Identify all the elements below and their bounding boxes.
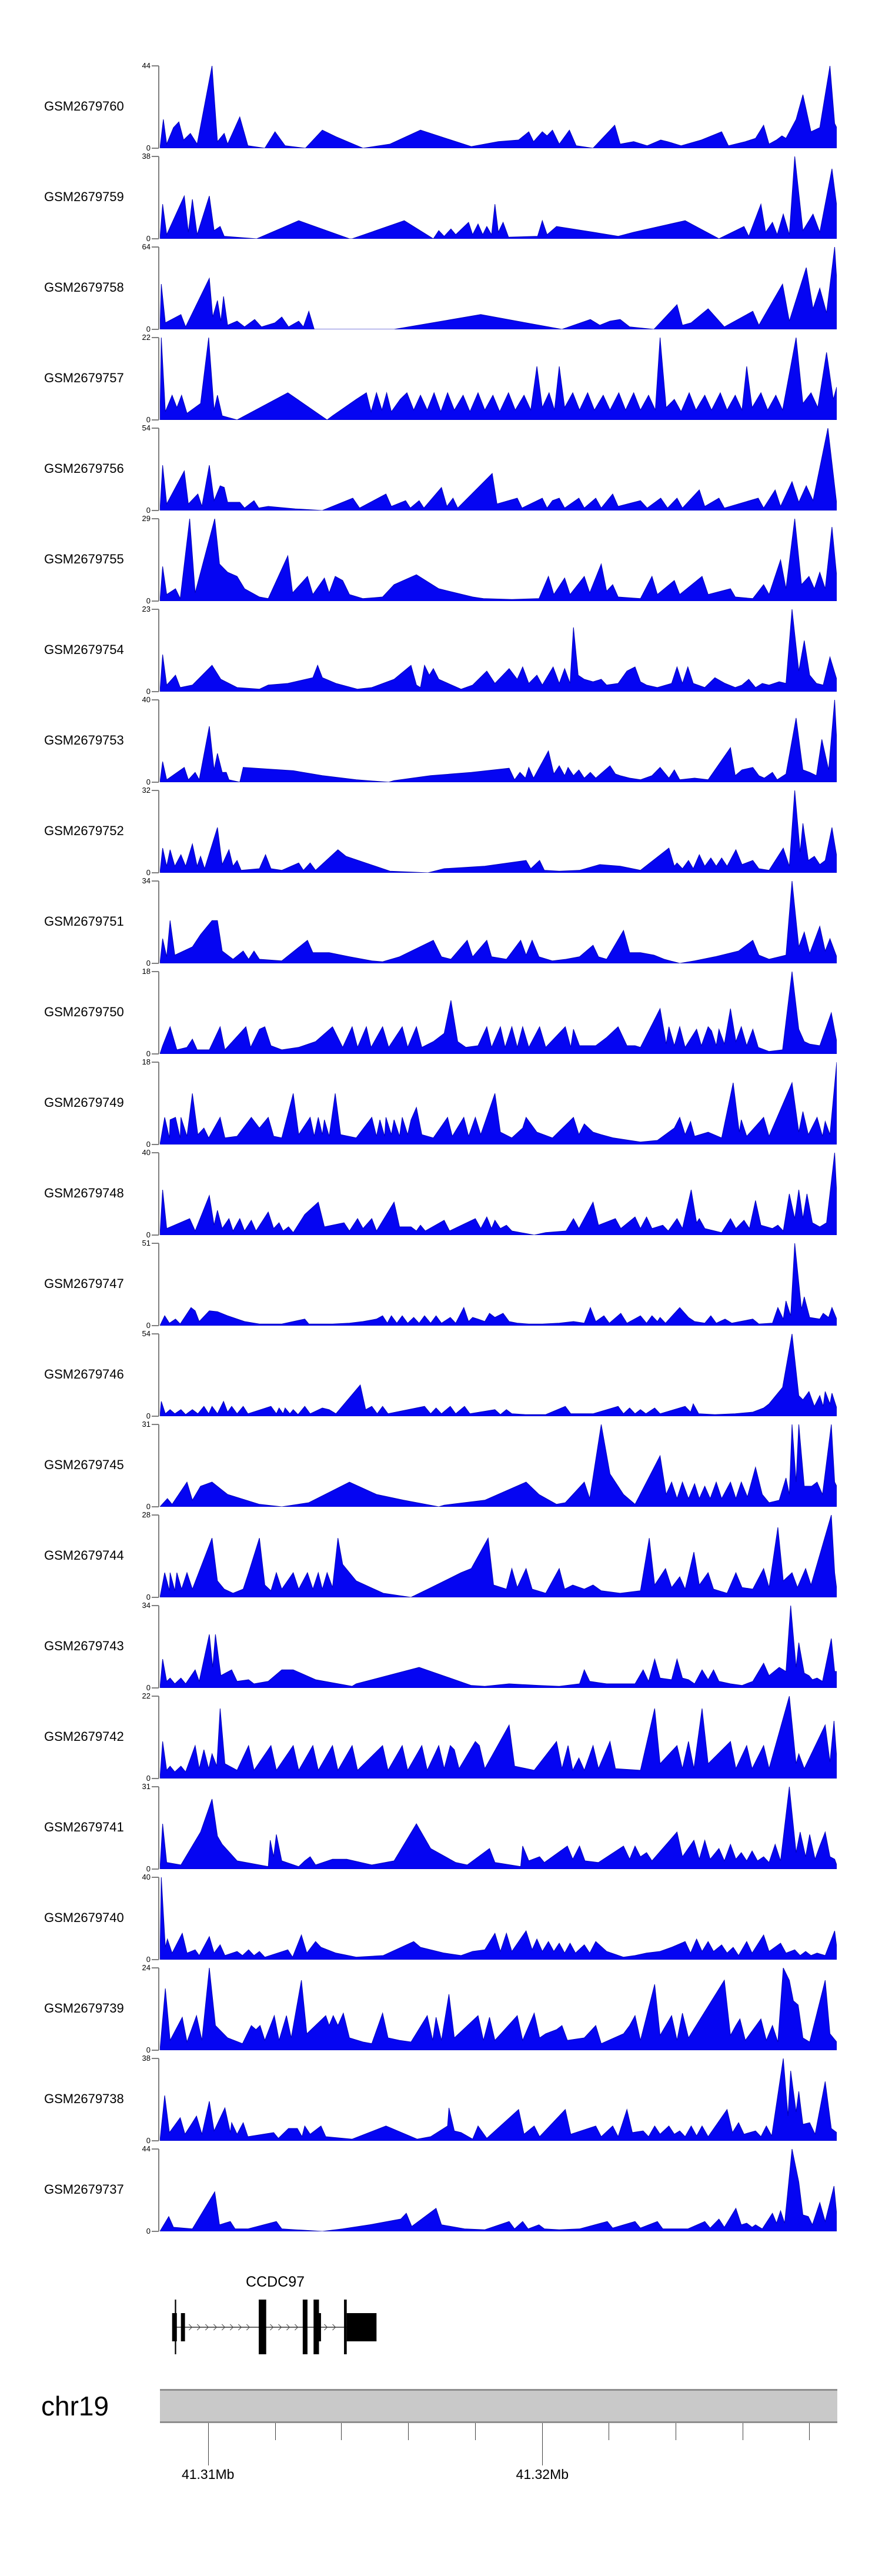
ruler-minor-tick bbox=[341, 2423, 342, 2440]
track-y-axis-line bbox=[158, 156, 159, 239]
coverage-polygon bbox=[160, 1606, 837, 1688]
coverage-area-plot bbox=[160, 338, 837, 420]
track-ymin-tick-label: 0 bbox=[146, 1140, 151, 1149]
coverage-polygon bbox=[160, 1787, 837, 1869]
track-ymax-tick-label: 18 bbox=[142, 967, 151, 976]
track-y-axis-top-tick bbox=[152, 1696, 159, 1697]
coverage-area-plot bbox=[160, 1243, 837, 1326]
ruler-minor-tick bbox=[275, 2423, 276, 2440]
track-ymin-tick-label: 0 bbox=[146, 778, 151, 786]
track-sample-label: GSM2679740 bbox=[44, 1910, 124, 1925]
track-y-axis-top-tick bbox=[152, 1605, 159, 1606]
track-y-axis-line bbox=[158, 2058, 159, 2141]
coverage-area-plot bbox=[160, 1334, 837, 1416]
coverage-area-plot bbox=[160, 700, 837, 782]
track-y-axis-line bbox=[158, 1243, 159, 1326]
track-y-axis-bottom-tick bbox=[152, 872, 159, 873]
track-y-axis-top-tick bbox=[152, 790, 159, 791]
track-ymax-tick-label: 29 bbox=[142, 514, 151, 523]
track-y-axis-bottom-tick bbox=[152, 2140, 159, 2141]
track-sample-label: GSM2679746 bbox=[44, 1367, 124, 1382]
cds-exon-box bbox=[175, 2300, 176, 2354]
track-y-axis-line bbox=[158, 338, 159, 420]
track-sample-label: GSM2679739 bbox=[44, 2001, 124, 2016]
track-y-axis-top-tick bbox=[152, 1243, 159, 1244]
track-y-axis-bottom-tick bbox=[152, 1506, 159, 1507]
coverage-area-plot bbox=[160, 790, 837, 873]
track-sample-label: GSM2679737 bbox=[44, 2182, 124, 2197]
coverage-polygon bbox=[160, 1968, 837, 2050]
track-ymin-tick-label: 0 bbox=[146, 596, 151, 605]
track-y-axis-line bbox=[158, 66, 159, 148]
track-sample-label: GSM2679744 bbox=[44, 1548, 124, 1563]
track-ymax-tick-label: 24 bbox=[142, 1963, 151, 1972]
track-ymin-tick-label: 0 bbox=[146, 1955, 151, 1964]
track-sample-label: GSM2679750 bbox=[44, 1005, 124, 1019]
track-ymin-tick-label: 0 bbox=[146, 325, 151, 333]
track-ymin-tick-label: 0 bbox=[146, 506, 151, 515]
track-y-axis-line bbox=[158, 1787, 159, 1869]
track-y-axis-bottom-tick bbox=[152, 1778, 159, 1779]
track-y-axis-line bbox=[158, 1877, 159, 1960]
cds-exon-box bbox=[303, 2300, 308, 2354]
coverage-polygon bbox=[160, 790, 837, 873]
coverage-polygon bbox=[160, 1515, 837, 1597]
track-ymax-tick-label: 38 bbox=[142, 2054, 151, 2063]
track-sample-label: GSM2679741 bbox=[44, 1820, 124, 1834]
coverage-polygon bbox=[160, 1153, 837, 1235]
track-y-axis-line bbox=[158, 519, 159, 601]
ruler-coordinate-label: 41.32Mb bbox=[516, 2467, 569, 2482]
coverage-area-plot bbox=[160, 66, 837, 148]
track-y-axis-line bbox=[158, 790, 159, 873]
coverage-polygon bbox=[160, 156, 837, 239]
coverage-area-plot bbox=[160, 609, 837, 692]
track-y-axis-top-tick bbox=[152, 246, 159, 248]
gene-name-label: CCDC97 bbox=[245, 2274, 305, 2290]
track-sample-label: GSM2679755 bbox=[44, 552, 124, 566]
track-ymax-tick-label: 51 bbox=[142, 1239, 151, 1247]
track-y-axis-bottom-tick bbox=[152, 1325, 159, 1326]
track-sample-label: GSM2679745 bbox=[44, 1457, 124, 1472]
track-y-axis-top-tick bbox=[152, 1152, 159, 1153]
track-y-axis-line bbox=[158, 2149, 159, 2231]
track-ymin-tick-label: 0 bbox=[146, 2046, 151, 2054]
chromosome-name-label: chr19 bbox=[41, 2391, 109, 2421]
coverage-area-plot bbox=[160, 1696, 837, 1778]
track-sample-label: GSM2679749 bbox=[44, 1095, 124, 1110]
coverage-polygon bbox=[160, 247, 837, 329]
coverage-area-plot bbox=[160, 519, 837, 601]
coverage-polygon bbox=[160, 1424, 837, 1507]
track-y-axis-bottom-tick bbox=[152, 1416, 159, 1417]
track-y-axis-bottom-tick bbox=[152, 1959, 159, 1960]
ruler-major-tick bbox=[542, 2423, 543, 2465]
coverage-polygon bbox=[160, 338, 837, 420]
track-y-axis-line bbox=[158, 1153, 159, 1235]
track-ymax-tick-label: 54 bbox=[142, 423, 151, 432]
track-ymax-tick-label: 64 bbox=[142, 242, 151, 251]
coverage-polygon bbox=[160, 2149, 837, 2231]
ruler-minor-tick bbox=[475, 2423, 476, 2440]
track-y-axis-top-tick bbox=[152, 518, 159, 519]
coverage-polygon bbox=[160, 881, 837, 963]
track-ymax-tick-label: 18 bbox=[142, 1057, 151, 1066]
track-y-axis-line bbox=[158, 1062, 159, 1144]
coverage-polygon bbox=[160, 972, 837, 1054]
track-ymin-tick-label: 0 bbox=[146, 144, 151, 152]
track-ymax-tick-label: 34 bbox=[142, 1601, 151, 1610]
coverage-polygon bbox=[160, 519, 837, 601]
track-sample-label: GSM2679754 bbox=[44, 642, 124, 657]
track-y-axis-line bbox=[158, 700, 159, 782]
utr-exon-box bbox=[319, 2313, 320, 2341]
coverage-area-plot bbox=[160, 1424, 837, 1507]
track-ymin-tick-label: 0 bbox=[146, 1049, 151, 1058]
track-ymax-tick-label: 40 bbox=[142, 1148, 151, 1157]
track-ymin-tick-label: 0 bbox=[146, 415, 151, 424]
coverage-area-plot bbox=[160, 247, 837, 329]
coverage-area-plot bbox=[160, 881, 837, 963]
track-y-axis-bottom-tick bbox=[152, 148, 159, 149]
coverage-area-plot bbox=[160, 156, 837, 239]
coverage-area-plot bbox=[160, 1968, 837, 2050]
track-ymin-tick-label: 0 bbox=[146, 959, 151, 967]
track-sample-label: GSM2679752 bbox=[44, 823, 124, 838]
track-ymax-tick-label: 44 bbox=[142, 61, 151, 70]
track-sample-label: GSM2679753 bbox=[44, 733, 124, 748]
track-y-axis-line bbox=[158, 1515, 159, 1597]
gene-model-track bbox=[160, 2294, 837, 2358]
track-ymax-tick-label: 28 bbox=[142, 1510, 151, 1519]
coverage-polygon bbox=[160, 428, 837, 510]
coverage-polygon bbox=[160, 700, 837, 782]
track-y-axis-bottom-tick bbox=[152, 782, 159, 783]
track-sample-label: GSM2679759 bbox=[44, 189, 124, 204]
cds-exon-box bbox=[313, 2300, 319, 2354]
track-sample-label: GSM2679742 bbox=[44, 1729, 124, 1744]
coverage-area-plot bbox=[160, 428, 837, 510]
coverage-area-plot bbox=[160, 2149, 837, 2231]
coverage-area-plot bbox=[160, 972, 837, 1054]
track-y-axis-top-tick bbox=[152, 428, 159, 429]
coverage-polygon bbox=[160, 1877, 837, 1960]
track-y-axis-top-tick bbox=[152, 1424, 159, 1425]
track-ymin-tick-label: 0 bbox=[146, 868, 151, 877]
utr-exon-box bbox=[181, 2313, 185, 2341]
track-y-axis-top-tick bbox=[152, 2058, 159, 2059]
coverage-area-plot bbox=[160, 1787, 837, 1869]
ruler-minor-tick bbox=[408, 2423, 409, 2440]
coverage-polygon bbox=[160, 1243, 837, 1326]
track-y-axis-top-tick bbox=[152, 609, 159, 610]
track-sample-label: GSM2679760 bbox=[44, 99, 124, 114]
track-ymin-tick-label: 0 bbox=[146, 1230, 151, 1239]
track-ymax-tick-label: 32 bbox=[142, 786, 151, 795]
track-sample-label: GSM2679738 bbox=[44, 2091, 124, 2106]
track-sample-label: GSM2679751 bbox=[44, 914, 124, 929]
track-y-axis-bottom-tick bbox=[152, 600, 159, 602]
track-sample-label: GSM2679743 bbox=[44, 1639, 124, 1653]
track-y-axis-bottom-tick bbox=[152, 1868, 159, 1870]
track-y-axis-top-tick bbox=[152, 971, 159, 972]
track-sample-label: GSM2679756 bbox=[44, 461, 124, 476]
track-ymax-tick-label: 40 bbox=[142, 1873, 151, 1881]
coverage-polygon bbox=[160, 2058, 837, 2141]
track-y-axis-line bbox=[158, 247, 159, 329]
track-ymin-tick-label: 0 bbox=[146, 1412, 151, 1420]
track-sample-label: GSM2679757 bbox=[44, 371, 124, 385]
coverage-area-plot bbox=[160, 1153, 837, 1235]
track-ymin-tick-label: 0 bbox=[146, 1864, 151, 1873]
track-y-axis-top-tick bbox=[152, 1967, 159, 1968]
cds-exon-box bbox=[344, 2300, 347, 2354]
track-y-axis-top-tick bbox=[152, 1514, 159, 1516]
track-ymin-tick-label: 0 bbox=[146, 2227, 151, 2235]
track-y-axis-top-tick bbox=[152, 1877, 159, 1878]
track-sample-label: GSM2679748 bbox=[44, 1186, 124, 1200]
track-sample-label: GSM2679747 bbox=[44, 1276, 124, 1291]
track-y-axis-line bbox=[158, 1968, 159, 2050]
track-y-axis-line bbox=[158, 972, 159, 1054]
track-y-axis-line bbox=[158, 428, 159, 510]
track-y-axis-top-tick bbox=[152, 337, 159, 338]
track-y-axis-bottom-tick bbox=[152, 1597, 159, 1598]
track-y-axis-top-tick bbox=[152, 156, 159, 157]
track-y-axis-line bbox=[158, 1696, 159, 1778]
track-ymax-tick-label: 22 bbox=[142, 1691, 151, 1700]
track-ymin-tick-label: 0 bbox=[146, 2136, 151, 2145]
track-y-axis-top-tick bbox=[152, 1333, 159, 1334]
track-y-axis-line bbox=[158, 881, 159, 963]
ruler-minor-tick bbox=[809, 2423, 810, 2440]
track-y-axis-line bbox=[158, 1424, 159, 1507]
coverage-area-plot bbox=[160, 2058, 837, 2141]
track-y-axis-bottom-tick bbox=[152, 691, 159, 692]
track-y-axis-bottom-tick bbox=[152, 238, 159, 239]
track-y-axis-bottom-tick bbox=[152, 1053, 159, 1055]
track-y-axis-bottom-tick bbox=[152, 419, 159, 421]
track-y-axis-line bbox=[158, 609, 159, 692]
track-y-axis-bottom-tick bbox=[152, 510, 159, 511]
track-y-axis-top-tick bbox=[152, 65, 159, 66]
track-ymax-tick-label: 54 bbox=[142, 1329, 151, 1338]
track-ymin-tick-label: 0 bbox=[146, 1321, 151, 1330]
track-ymax-tick-label: 31 bbox=[142, 1420, 151, 1429]
track-ymin-tick-label: 0 bbox=[146, 1593, 151, 1601]
utr-exon-box bbox=[347, 2313, 377, 2341]
track-y-axis-bottom-tick bbox=[152, 2050, 159, 2051]
track-ymin-tick-label: 0 bbox=[146, 1502, 151, 1511]
track-y-axis-top-tick bbox=[152, 1062, 159, 1063]
coverage-polygon bbox=[160, 1696, 837, 1778]
track-y-axis-top-tick bbox=[152, 880, 159, 882]
track-y-axis-bottom-tick bbox=[152, 963, 159, 964]
track-sample-label: GSM2679758 bbox=[44, 280, 124, 295]
track-ymax-tick-label: 22 bbox=[142, 333, 151, 342]
cds-exon-box bbox=[259, 2300, 266, 2354]
track-y-axis-bottom-tick bbox=[152, 2231, 159, 2232]
track-ymin-tick-label: 0 bbox=[146, 1774, 151, 1783]
track-y-axis-top-tick bbox=[152, 2148, 159, 2150]
track-y-axis-bottom-tick bbox=[152, 1144, 159, 1145]
ruler-coordinate-label: 41.31Mb bbox=[181, 2467, 235, 2482]
coverage-polygon bbox=[160, 1062, 837, 1144]
track-ymax-tick-label: 38 bbox=[142, 152, 151, 161]
coverage-polygon bbox=[160, 1334, 837, 1416]
ruler-major-tick bbox=[208, 2423, 209, 2465]
chromosome-ideogram-bar bbox=[160, 2389, 837, 2423]
track-ymax-tick-label: 44 bbox=[142, 2144, 151, 2153]
track-ymax-tick-label: 31 bbox=[142, 1782, 151, 1791]
track-y-axis-bottom-tick bbox=[152, 1234, 159, 1236]
track-ymin-tick-label: 0 bbox=[146, 234, 151, 243]
track-y-axis-line bbox=[158, 1334, 159, 1416]
track-ymax-tick-label: 34 bbox=[142, 876, 151, 885]
track-y-axis-bottom-tick bbox=[152, 1687, 159, 1689]
track-ymin-tick-label: 0 bbox=[146, 1683, 151, 1692]
track-y-axis-bottom-tick bbox=[152, 329, 159, 330]
track-y-axis-top-tick bbox=[152, 1786, 159, 1787]
track-ymax-tick-label: 23 bbox=[142, 605, 151, 613]
coverage-area-plot bbox=[160, 1515, 837, 1597]
track-y-axis-top-tick bbox=[152, 699, 159, 700]
track-ymax-tick-label: 40 bbox=[142, 695, 151, 704]
track-ymin-tick-label: 0 bbox=[146, 687, 151, 696]
track-y-axis-line bbox=[158, 1606, 159, 1688]
coverage-area-plot bbox=[160, 1606, 837, 1688]
coverage-area-plot bbox=[160, 1062, 837, 1144]
coverage-area-plot bbox=[160, 1877, 837, 1960]
coverage-polygon bbox=[160, 609, 837, 692]
coverage-polygon bbox=[160, 66, 837, 148]
